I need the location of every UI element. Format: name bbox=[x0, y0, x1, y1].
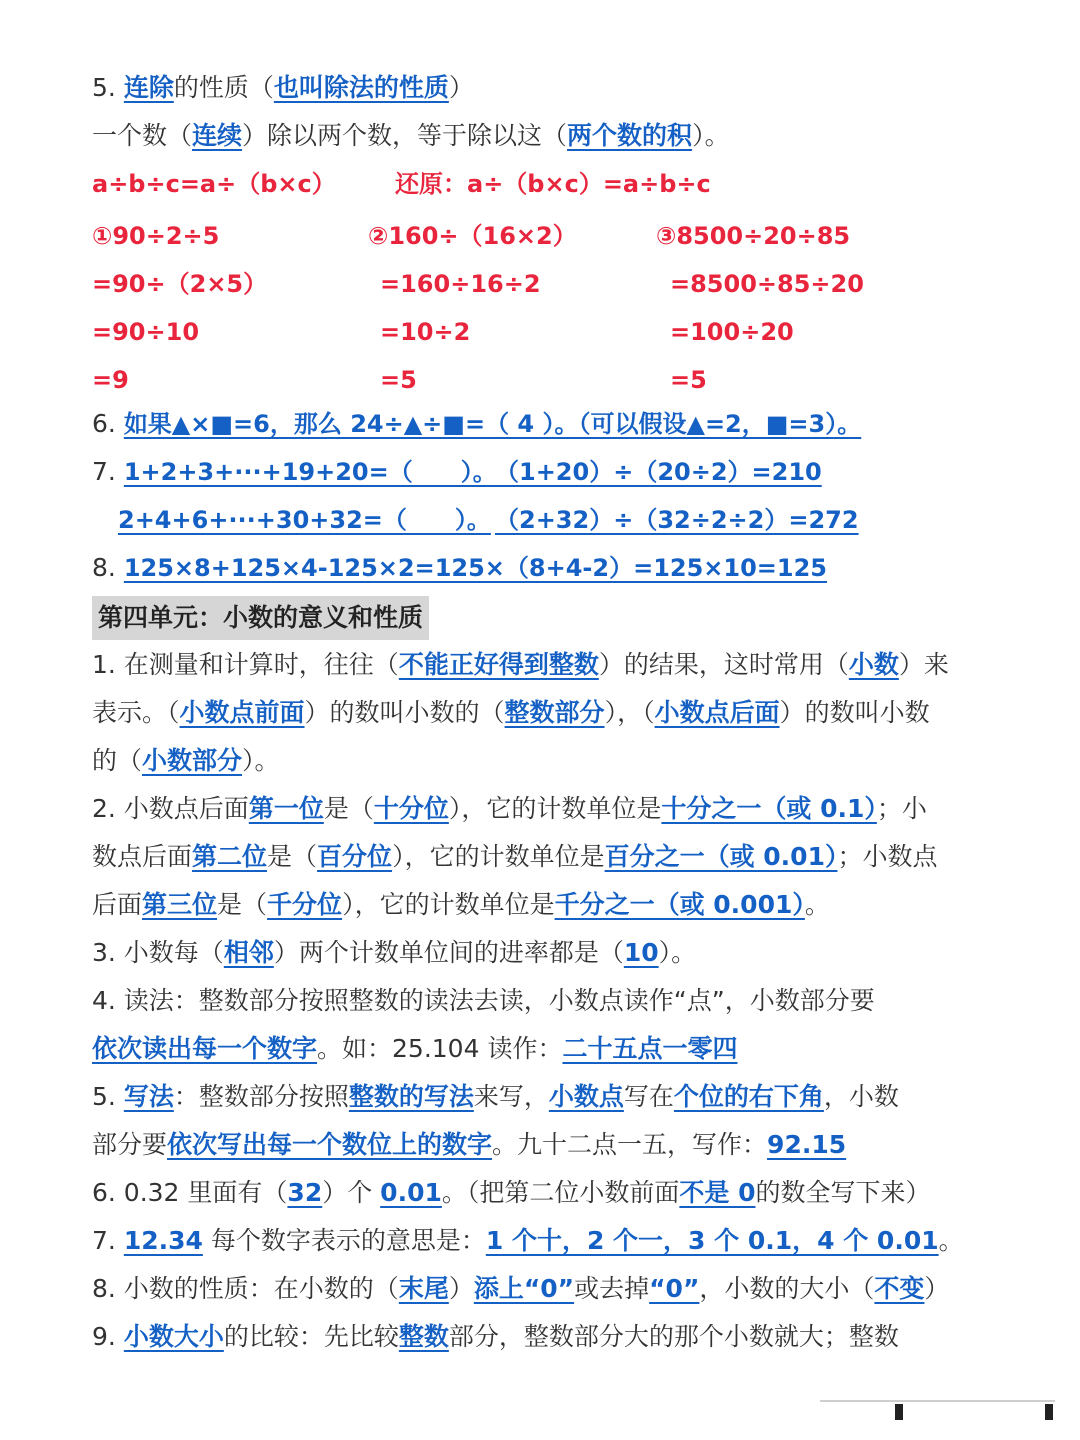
text: 写在 bbox=[623, 1082, 674, 1111]
highlight-term: 不能正好得到整数 bbox=[398, 650, 599, 679]
text: 的（ bbox=[92, 746, 143, 775]
highlight-term: 整数部分 bbox=[504, 698, 605, 727]
sum-question: 2+4+6+···+30+32=（ ）。 bbox=[118, 506, 491, 534]
highlight-term: 写法 bbox=[123, 1082, 174, 1111]
highlight-term: 末尾 bbox=[398, 1274, 449, 1303]
text: 8. 小数的性质：在小数的（ bbox=[92, 1274, 399, 1303]
unit4-heading: 第四单元：小数的意义和性质 bbox=[92, 596, 429, 640]
text: ；小 bbox=[876, 794, 927, 823]
restore-line bbox=[395, 164, 711, 204]
section5-title bbox=[92, 68, 474, 108]
example-step: =8500÷85÷20 bbox=[670, 270, 864, 298]
example-step: ③8500÷20÷85 bbox=[656, 222, 851, 250]
scroll-handle-left[interactable] bbox=[895, 1404, 903, 1420]
sum-question: 1+2+3+···+19+20=（ ）。 bbox=[123, 458, 497, 486]
example-step: =10÷2 bbox=[380, 318, 471, 346]
highlight-term: 依次写出每一个数位上的数字 bbox=[167, 1130, 493, 1159]
sum-answer: （2+32）÷（32÷2÷2）=272 bbox=[495, 506, 859, 534]
text: 后面 bbox=[92, 890, 143, 919]
highlight-term: 小数点后面 bbox=[654, 698, 780, 727]
p5-line2 bbox=[92, 1125, 846, 1165]
text: 1. 在测量和计算时，往往（ bbox=[92, 650, 399, 679]
text: 2. 小数点后面 bbox=[92, 794, 249, 823]
example-step: =160÷16÷2 bbox=[380, 270, 541, 298]
section5-rule bbox=[92, 116, 730, 156]
example-step: =5 bbox=[380, 366, 417, 394]
text: 5. bbox=[92, 1082, 124, 1111]
text: 的数全写下来） bbox=[755, 1178, 931, 1207]
highlight-term: 第一位 bbox=[248, 794, 324, 823]
highlight-term: 第二位 bbox=[192, 842, 268, 871]
text: 来写， bbox=[473, 1082, 549, 1111]
highlight-term: 百分之一（或 0.01） bbox=[604, 842, 838, 871]
highlight-term: 不是 0 bbox=[679, 1178, 756, 1207]
text: 4. 读法：整数部分按照整数的读法去读，小数点读作“点”，小数部分要 bbox=[92, 986, 875, 1015]
example-step: =5 bbox=[670, 366, 707, 394]
p5-line1 bbox=[92, 1077, 899, 1117]
text: 每个数字表示的意思是： bbox=[202, 1226, 486, 1255]
item-7-answer-b bbox=[495, 500, 859, 540]
highlight-term: 小数大小 bbox=[123, 1322, 224, 1351]
item-number: 7. bbox=[92, 457, 116, 486]
item-7-answer-a bbox=[495, 452, 822, 492]
highlight-term: 小数 bbox=[848, 650, 899, 679]
highlight-term: 小数部分 bbox=[142, 746, 243, 775]
text: ；小数点 bbox=[837, 842, 938, 871]
item-number: 8. bbox=[92, 553, 116, 582]
text: ）。 bbox=[692, 121, 730, 150]
highlight-term: 连除 bbox=[123, 73, 174, 102]
highlight-term: 小数点前面 bbox=[179, 698, 305, 727]
text: 。 bbox=[938, 1226, 964, 1255]
highlight-term: 整数 bbox=[398, 1322, 449, 1351]
highlight-term: 整数的写法 bbox=[348, 1082, 474, 1111]
example-step: =9 bbox=[92, 366, 129, 394]
highlight-term: 第三位 bbox=[142, 890, 218, 919]
highlight-term: 依次读出每一个数字 bbox=[92, 1034, 318, 1063]
text: ）除以两个数，等于除以这（ bbox=[242, 121, 568, 150]
p1-line1 bbox=[92, 645, 949, 685]
text: 。（把第二位小数前面 bbox=[441, 1178, 680, 1207]
text: 是（ bbox=[267, 842, 318, 871]
highlight-term: “0” bbox=[649, 1274, 700, 1303]
highlight-term: 两个数的积 bbox=[567, 121, 693, 150]
text: ，小数 bbox=[823, 1082, 899, 1111]
highlight-term: 个位的右下角 bbox=[673, 1082, 824, 1111]
text: 是（ bbox=[217, 890, 268, 919]
formula: a÷b÷c=a÷（b×c） bbox=[92, 170, 336, 198]
text: 。如：25.104 读作： bbox=[317, 1034, 563, 1063]
example-step: =100÷20 bbox=[670, 318, 794, 346]
text: 表示。（ bbox=[92, 698, 180, 727]
sum-answer: （1+20）÷（20÷2）=210 bbox=[495, 458, 822, 486]
p9 bbox=[92, 1317, 899, 1357]
p7 bbox=[92, 1221, 964, 1261]
item-number: 6. bbox=[92, 409, 116, 438]
highlight-term: 32 bbox=[287, 1178, 323, 1207]
text: ）来 bbox=[898, 650, 949, 679]
text: 的性质（ bbox=[173, 73, 274, 102]
text: ）个 bbox=[322, 1178, 381, 1207]
text: ）两个计数单位间的进率都是（ bbox=[273, 938, 624, 967]
item-8 bbox=[92, 548, 827, 588]
p2-line3 bbox=[92, 885, 830, 925]
example-3 bbox=[656, 212, 864, 404]
p1-line3 bbox=[92, 741, 280, 781]
p4-line2 bbox=[92, 1029, 737, 1069]
highlight-term: 0.01 bbox=[380, 1178, 442, 1207]
text: 。九十二点一五，写作： bbox=[492, 1130, 768, 1159]
text: ，小数的大小（ bbox=[699, 1274, 875, 1303]
item8-text: 125×8+125×4-125×2=125×（8+4-2）=125×10=125 bbox=[123, 554, 828, 582]
text: 的比较：先比较 bbox=[223, 1322, 399, 1351]
text: ），（ bbox=[604, 698, 655, 727]
highlight-term: 也叫除法的性质 bbox=[273, 73, 449, 102]
text: ）的结果，这时常用（ bbox=[598, 650, 849, 679]
p6 bbox=[92, 1173, 931, 1213]
text: ）的数叫小数的（ bbox=[304, 698, 505, 727]
highlight-term: 1 个十，2 个一，3 个 0.1，4 个 0.01 bbox=[485, 1226, 939, 1255]
highlight-term: 十分位 bbox=[373, 794, 449, 823]
example-2 bbox=[368, 212, 577, 404]
example-step: ①90÷2÷5 bbox=[92, 222, 220, 250]
p2-line2 bbox=[92, 837, 937, 877]
text: 部分，整数部分大的那个小数就大；整数 bbox=[448, 1322, 899, 1351]
p1-line2 bbox=[92, 693, 930, 733]
highlight-term: 百分位 bbox=[317, 842, 393, 871]
text: ），它的计数单位是 bbox=[448, 794, 662, 823]
text: ）。 bbox=[242, 746, 280, 775]
highlight-term: 10 bbox=[623, 938, 659, 967]
text: 部分要 bbox=[92, 1130, 168, 1159]
highlight-term: 小数点 bbox=[548, 1082, 624, 1111]
p4-line1 bbox=[92, 981, 875, 1021]
text: 数点后面 bbox=[92, 842, 193, 871]
highlight-term: 添上“0” bbox=[473, 1274, 575, 1303]
restore-formula: 还原：a÷（b×c）=a÷b÷c bbox=[395, 170, 711, 198]
text: ），它的计数单位是 bbox=[342, 890, 555, 919]
scroll-handle-right[interactable] bbox=[1045, 1404, 1053, 1420]
example-step: ②160÷（16×2） bbox=[368, 222, 577, 250]
highlight-term: 相邻 bbox=[223, 938, 274, 967]
text: 或去掉 bbox=[574, 1274, 650, 1303]
text: 9. bbox=[92, 1322, 124, 1351]
highlight-term: 千分之一（或 0.001） bbox=[554, 890, 805, 919]
highlight-term: 92.15 bbox=[767, 1130, 847, 1159]
text: 是（ bbox=[323, 794, 374, 823]
highlight-term: 十分之一（或 0.1） bbox=[661, 794, 877, 823]
scroll-indicator[interactable] bbox=[820, 1400, 1055, 1424]
text: ：整数部分按照 bbox=[173, 1082, 349, 1111]
item6-text: 如果▲×■=6，那么 24÷▲÷■=（ 4 ）。（可以假设▲=2，■=3）。 bbox=[123, 410, 862, 438]
example-step: =90÷10 bbox=[92, 318, 200, 346]
example-step: =90÷（2×5） bbox=[92, 270, 268, 298]
text: ），它的计数单位是 bbox=[392, 842, 605, 871]
highlight-term: 二十五点一零四 bbox=[562, 1034, 738, 1063]
text: 3. 小数每（ bbox=[92, 938, 224, 967]
text: 6. 0.32 里面有（ bbox=[92, 1178, 288, 1207]
text: ）。 bbox=[658, 938, 697, 967]
p3 bbox=[92, 933, 696, 973]
example-1 bbox=[92, 212, 267, 404]
item-number: 5. bbox=[92, 73, 116, 102]
text: ） bbox=[448, 1274, 474, 1303]
text: 。 bbox=[804, 890, 830, 919]
text: ） bbox=[448, 73, 474, 102]
highlight-term: 千分位 bbox=[267, 890, 343, 919]
item-7 bbox=[92, 452, 497, 492]
highlight-term: 连续 bbox=[192, 121, 243, 150]
highlight-term: 12.34 bbox=[123, 1226, 203, 1255]
text: ） bbox=[924, 1274, 950, 1303]
item-7-b bbox=[118, 500, 491, 540]
text: 7. bbox=[92, 1226, 124, 1255]
formula-line bbox=[92, 164, 336, 204]
text: ）的数叫小数 bbox=[779, 698, 930, 727]
text: 一个数（ bbox=[92, 121, 193, 150]
p8 bbox=[92, 1269, 949, 1309]
item-6 bbox=[92, 404, 861, 444]
highlight-term: 不变 bbox=[874, 1274, 925, 1303]
p2-line1 bbox=[92, 789, 927, 829]
